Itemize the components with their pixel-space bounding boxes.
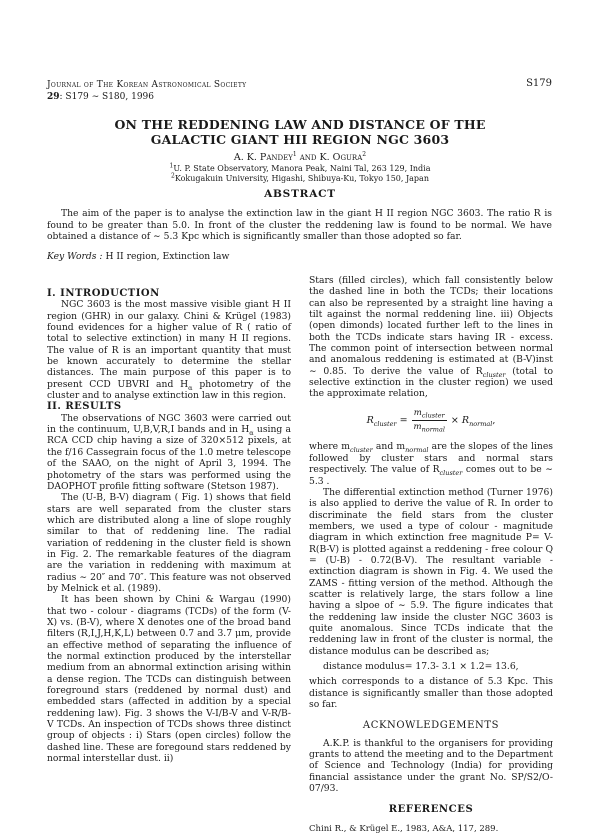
right-column: [309, 275, 553, 835]
author-1: A. K. Pandey: [233, 152, 293, 163]
volume-number: 29: [47, 92, 60, 102]
right-paragraph-4: which corresponds to a distance of 5.3 Kpc. This distance is significantly smaller than those adopted so far.: [309, 676, 553, 711]
eq-rhs-sub: normal: [469, 419, 493, 428]
right-2-d: comes out to be ∼ 5.3 .: [309, 464, 553, 487]
eq-num-sub: cluster: [421, 411, 445, 420]
results-paragraph-2: The (U-B, B-V) diagram ( Fig. 1) shows that field stars are well separated from the cluster stars which are distributed along a line of slope roughly similar to that of reddening line. The radial variation of reddening in the cluster field is shown in Fig. 2. The remarkable features of the diagram are the variation in reddening with maximum at radius ∼ 20″ and 70″. This feature was not observed by Melnick et al. (1989).: [47, 492, 291, 594]
acknowledgements-text: A.K.P. is thankful to the organisers for providing grants to attend the meeting and to the Department of Science and Technology (India) for providing financial assistance under the grant No. SP/S2/O-07/93.: [309, 737, 553, 795]
res-1-text-a: The observations of NGC 3603 were carried out in the continuum, U,B,V,R,I bands and in H: [47, 412, 291, 436]
page-number: S179: [526, 78, 552, 89]
aff-2-text: Kokugakuin University, Higashi, Shibuya-Ku, Tokyo 150, Japan: [174, 174, 429, 183]
right-1-text-b: (total to selective extinction in the cluster region) we used the approximate relation,: [309, 365, 553, 400]
eq-rhs-r: × R: [450, 414, 470, 426]
title-line-1: ON THE REDDENING LAW AND DISTANCE OF THE: [114, 117, 486, 132]
res-1-text-b: using a RCA CCD chip having a size of 320×512 pixels, at the f/16 Cassegrain focus of the 1.0 metre telescope of the SAAO, on the night of April 3, 1994. The photometry of the stars was performed using the DAOPHOT profile fitting software (Stetson 1987).: [47, 424, 292, 492]
distance-formula: distance modulus= 17.3- 3.1 × 1.2= 13.6,: [323, 661, 519, 672]
eq-num-m: m: [413, 407, 422, 418]
paper-title: [0, 117, 600, 147]
eq-numerator: [412, 408, 447, 421]
authors: [0, 152, 600, 163]
right-paragraph-2: [309, 441, 553, 486]
author-and: and: [296, 152, 320, 163]
keywords-label: Key Words :: [47, 251, 103, 262]
eq-equals: =: [396, 414, 408, 426]
right-2-sub1: cluster: [349, 446, 373, 455]
author-1-sup: 1: [292, 150, 297, 158]
title-line-2: GALACTIC GIANT HII REGION NGC 3603: [150, 132, 450, 147]
keywords-text: H II region, Extinction law: [102, 251, 230, 262]
left-column: [47, 288, 291, 764]
eq-lhs: [367, 415, 408, 426]
results-paragraph-1: [47, 413, 291, 492]
keywords: [47, 251, 229, 262]
results-paragraph-3: It has been shown by Chini & Wargau (1990) that two - colour - diagrams (TCDs) of the form (V-X) vs. (B-V), where X denotes one of the broad band filters (R,I,J,H,K,L) between 0.7 and 3.7 μm, provide an effective method of separating the influence of the normal extinction produced by the interstellar medium from an abnormal extinction arising within a dense region. The TCDs can distinguish between foreground stars (reddened by normal dust) and embedded stars (affected in addition by a special reddening law). Fig. 3 shows the V-I/B-V and V-R/B-V TCDs. An inspection of TCDs shows three distinct group of objects : i) Stars (open circles) follow the dashed line. These are foregound stars reddened by normal interstellar dust. ii): [47, 594, 291, 765]
references-heading: REFERENCES: [388, 804, 474, 816]
author-2: K. Ogura: [319, 152, 363, 163]
right-1-text-a: Stars (filled circles), which fall consistently below the dashed line in both the TCDs; their locations can also be represented by a straight line having a tilt against the normal reddening line. iii) Objects (open dimonds) located further left to the lines in both the TCDs indicate stars having IR - excess. The common point of intersection between normal and anomalous reddening is estimated at (B-V)inst ∼ 0.85. To derive the value of R: [309, 275, 553, 377]
author-2-sup: 2: [362, 150, 367, 158]
journal-name: Journal of The Korean Astronomical Society: [47, 80, 247, 90]
reference-1: Chini R., & Krügel E., 1983, A&A, 117, 289.: [309, 823, 499, 834]
eq-lhs-sub: cluster: [373, 419, 397, 428]
abstract-heading: ABSTRACT: [264, 188, 336, 200]
right-paragraph-3: The differential extinction method (Turner 1976) is also applied to derive the value of R. In order to discriminate the field stars from the cluster members, we used a type of colour - magnitude diagram in which extinction free magnitude P= V- R(B-V) is plotted against a reddening - free colour Q = (U-B) - 0.72(B-V). The resultant variable - extinction diagram is shown in Fig. 4. We used the ZAMS - fitting version of the method. Although the scatter is relatively large, the stars follow a line having a slpoe of ∼ 5.9. The figure indicates that the reddening law inside the cluster NGC 3603 is quite anomalous. Since TCDs indicate that the reddening law in front of the cluster is normal, the distance modulus can be described as;: [309, 486, 553, 657]
volume-info: [47, 92, 154, 102]
right-2-c: are the slopes of the lines followed by cluster stars and normal stars respectively. The value of R: [309, 441, 553, 476]
intro-sub: α: [188, 383, 193, 392]
res-1-sub: α: [249, 428, 254, 437]
eq-den-sub: normal: [421, 425, 445, 434]
acknowledgements-heading: ACKNOWLEDGEMENTS: [362, 720, 500, 732]
intro-text-2: photometry of the cluster and to analyse extinction law in this region.: [47, 378, 291, 402]
intro-heading: I. INTRODUCTION: [47, 288, 160, 299]
aff-1-text: U. P. State Observatory, Manora Peak, Naini Tal, 263 129, India: [173, 164, 431, 173]
right-1-sub: cluster: [482, 370, 506, 379]
volume-pages: : S179 ∼ S180, 1996: [59, 92, 155, 102]
right-paragraph-1: [309, 275, 553, 400]
right-2-b: and m: [372, 441, 406, 453]
affiliation-1: [0, 164, 600, 173]
intro-paragraph: [47, 299, 291, 401]
eq-lhs-r: R: [366, 414, 374, 426]
abstract-text: The aim of the paper is to analyse the extinction law in the giant H II region NGC 3603. The ratio R is found to be greater than 5.0. In front of the cluster the reddening law is found to be normal. We have obtained a distance of ∼ 5.3 Kpc which is significantly smaller than those adopted so far.: [47, 208, 552, 242]
eq-comma: ,: [492, 414, 496, 426]
aff-2-sup: 2: [171, 172, 175, 180]
right-2-sub2: normal: [405, 446, 429, 455]
eq-rhs: [451, 415, 496, 426]
intro-text-1: NGC 3603 is the most massive visible giant H II region (GHR) in our galaxy. Chini & Krügel (1983) found evidences for a higher value of R ( ratio of total to selective extinction) in many H II regions. The value of R is an important quantity that must be known accurately to determine the stellar distances. The main purpose of this paper is to present CCD UBVRI and H: [47, 299, 291, 390]
eq-fraction: [412, 408, 447, 434]
right-2-a: where m: [309, 441, 350, 453]
results-heading: II. RESULTS: [47, 401, 122, 413]
eq-denominator: [412, 421, 447, 433]
equation-r-cluster: [309, 408, 553, 434]
right-2-sub3: cluster: [439, 468, 463, 477]
eq-den-m: m: [413, 422, 422, 433]
aff-1-sup: 1: [169, 162, 174, 170]
affiliation-2: [0, 174, 600, 183]
